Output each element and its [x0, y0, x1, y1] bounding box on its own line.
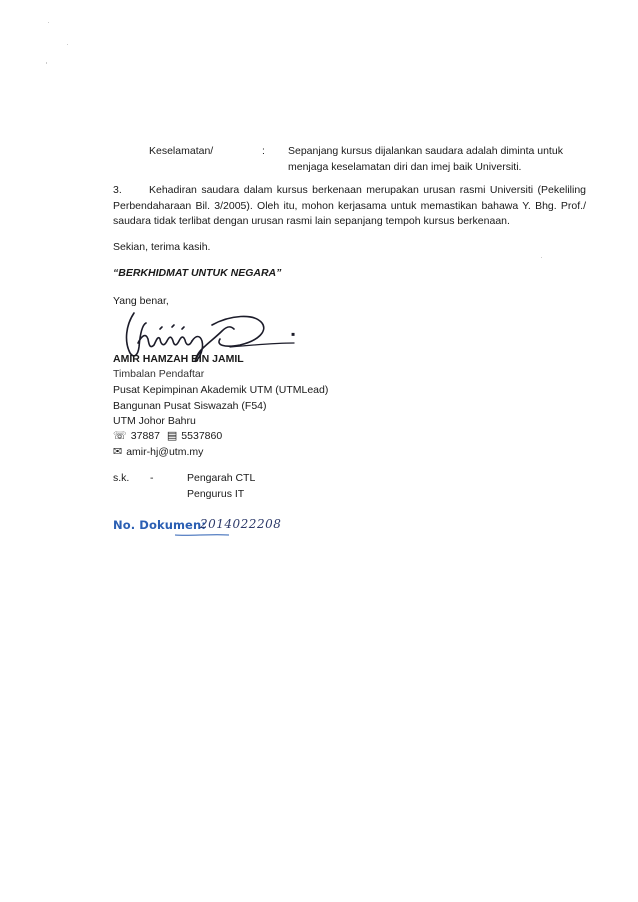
keselamatan-text-line2: menjaga keselamatan diri dan imej baik Universiti. [288, 161, 522, 173]
salutation: Yang benar, [113, 295, 169, 307]
signatory-name: AMIR HAMZAH BIN JAMIL [113, 353, 244, 365]
scan-speck [67, 44, 68, 45]
para3-line2: Perbendaharaan Bil. 3/2005). Oleh itu, mohon kerjasama untuk memastikan bahawa Y. Bhg. Prof./ [113, 200, 586, 212]
para3-line3: saudara tidak terlibat dengan urusan rasmi lain sepanjang tempoh kursus berkenaan. [113, 215, 510, 227]
signatory-phone: 37887 [130, 430, 160, 442]
keselamatan-label: Keselamatan/ [149, 145, 214, 157]
signature-mark: ▪ [291, 327, 296, 341]
scan-speck [48, 22, 49, 23]
cc-item: Pengarah CTL [187, 472, 256, 484]
cc-dash: - [150, 472, 154, 484]
phone-icon: ☏ [113, 430, 127, 442]
signatory-phone-row [113, 430, 222, 443]
signatory-dept: Pusat Kepimpinan Akademik UTM (UTMLead) [113, 384, 329, 396]
para3-line1: Kehadiran saudara dalam kursus berkenaan merupakan urusan rasmi Universiti (Pekeliling [149, 184, 586, 196]
signatory-title: Timbalan Pendaftar [113, 368, 205, 380]
signatory-campus: UTM Johor Bahru [113, 415, 196, 427]
fax-icon: ▤ [166, 430, 178, 442]
signatory-fax: 5537860 [181, 430, 223, 442]
closing-text: Sekian, terima kasih. [113, 241, 211, 253]
cc-label: s.k. [113, 472, 130, 484]
scan-speck [46, 62, 47, 64]
cc-item: Pengurus IT [187, 488, 245, 500]
keselamatan-colon: : [262, 145, 265, 157]
para3-number: 3. [113, 184, 122, 196]
document-number-label: No. Dokumen: [113, 518, 206, 532]
document-number-underline [175, 532, 230, 538]
signatory-email[interactable]: amir-hj@utm.my [126, 446, 204, 458]
signatory-email-row [113, 446, 203, 459]
motto: “BERKHIDMAT UNTUK NEGARA” [113, 267, 282, 279]
document-number-value: 2014022208 [200, 517, 282, 531]
envelope-icon: ✉ [113, 446, 123, 458]
signatory-building: Bangunan Pusat Siswazah (F54) [113, 400, 267, 412]
scan-speck [541, 257, 542, 258]
keselamatan-text-line1: Sepanjang kursus dijalankan saudara adalah diminta untuk [288, 145, 563, 157]
